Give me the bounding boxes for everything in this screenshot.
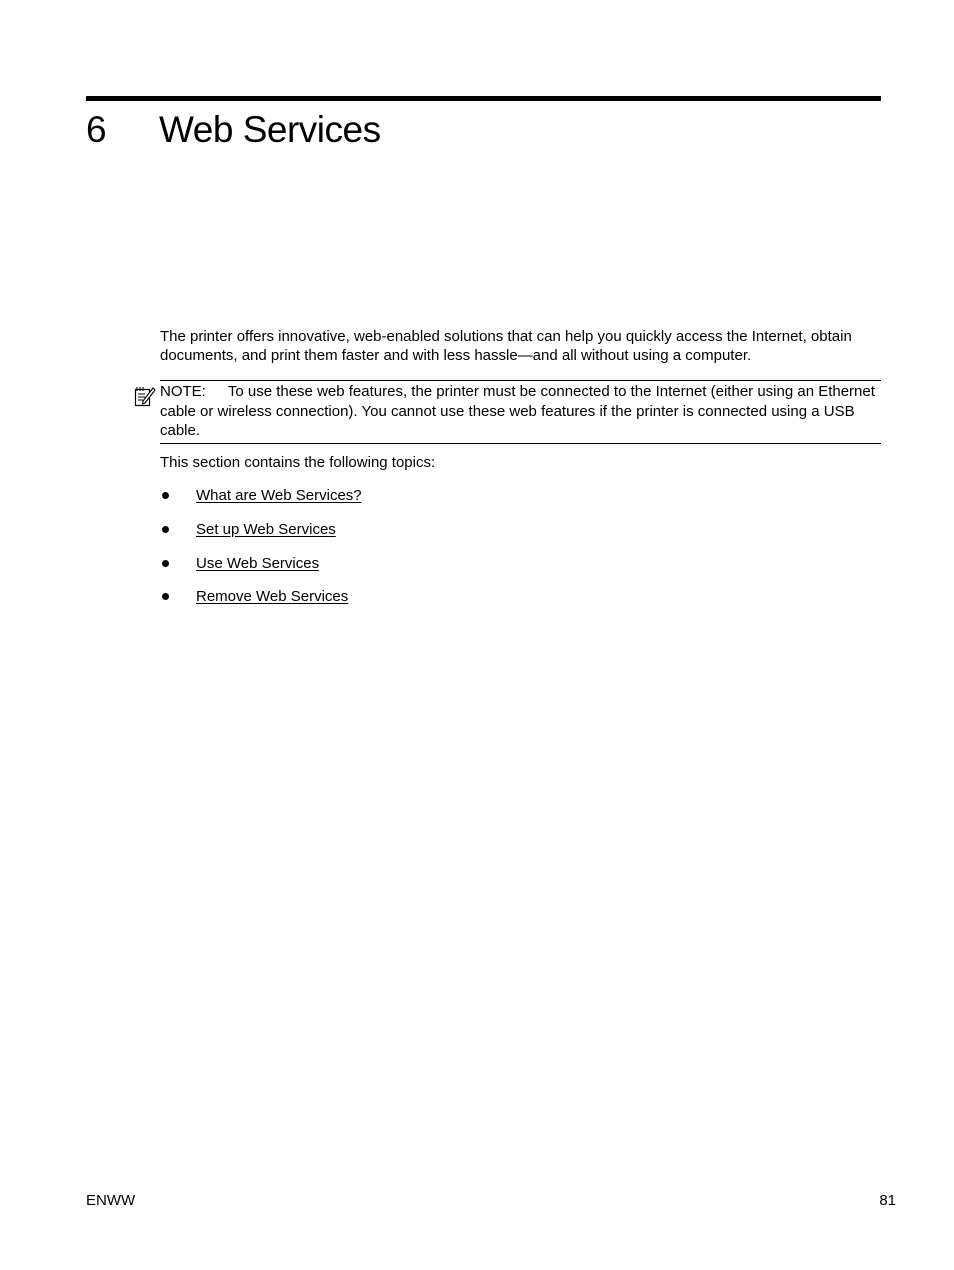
note-box	[160, 380, 881, 444]
chapter-number: 6	[86, 109, 107, 150]
topics-intro: This section contains the following topics:	[160, 454, 436, 471]
bullet-icon	[162, 560, 169, 567]
bullet-icon	[162, 526, 169, 533]
page-number: 81	[879, 1192, 896, 1209]
note-label: NOTE:	[160, 383, 206, 400]
bullet-icon	[162, 492, 169, 499]
intro-paragraph: The printer offers innovative, web-enabled solutions that can help you quickly access the Internet, obtain documents, and print them faster and with less hassle—and all without using a computer.	[160, 328, 852, 364]
chapter-rule	[86, 96, 881, 101]
bullet-icon	[162, 593, 169, 600]
chapter-title: Web Services	[159, 109, 381, 150]
topic-link-set-up-web-services[interactable]: Set up Web Services	[196, 521, 336, 538]
topic-link-remove-web-services[interactable]: Remove Web Services	[196, 588, 349, 605]
topic-link-what-are-web-services[interactable]: What are Web Services?	[196, 487, 362, 504]
topic-link-use-web-services[interactable]: Use Web Services	[196, 555, 320, 572]
footer-label: ENWW	[86, 1192, 136, 1209]
note-text: To use these web features, the printer must be connected to the Internet (either using an Ethernet cable or wireless connection). You cannot use these web features if the printer is connected using a USB cable.	[160, 383, 875, 439]
note-icon	[134, 385, 156, 407]
